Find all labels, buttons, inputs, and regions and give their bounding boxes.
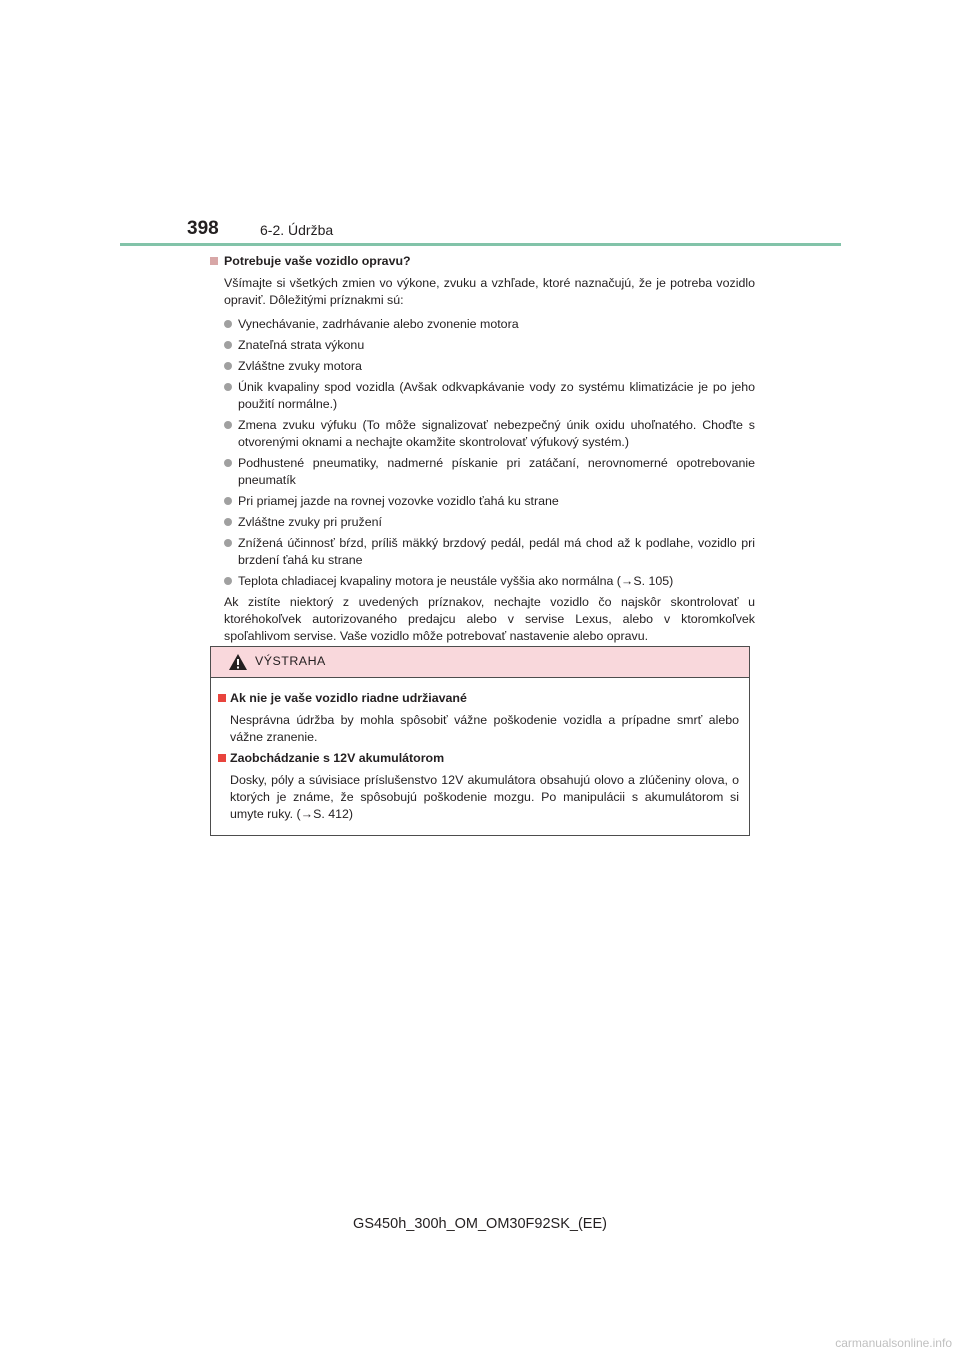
warning-box (210, 646, 750, 836)
outro-paragraph: Ak zistíte niektorý z uvedených príznakov, nechajte vozidlo čo najskôr skontrolovať u ktoréhokoľvek autorizovaného predajcu alebo v servise Lexus, alebo v ktoromkoľvek spoľahlivom servise. Vaše vozidlo môže potrebovať nastavenie alebo opravu. (224, 595, 755, 643)
list-item-text: Znížená účinnosť bŕzd, príliš mäkký brzdový pedál, pedál má chod až k podlahe, vozidlo pri brzdení ťahá ku strane (238, 536, 755, 567)
round-bullet-icon (224, 341, 232, 349)
square-bullet-icon (218, 694, 226, 702)
square-bullet-icon (210, 257, 218, 265)
list-item (224, 337, 755, 354)
page-number: 398 (187, 218, 219, 239)
list-item (224, 514, 755, 531)
warning-item (218, 690, 739, 746)
header-divider (120, 243, 841, 246)
list-item-text: Pri priamej jazde na rovnej vozovke vozidlo ťahá ku strane (238, 494, 559, 508)
round-bullet-icon (224, 383, 232, 391)
warning-item (218, 750, 739, 823)
warning-header (211, 647, 749, 678)
round-bullet-icon (224, 459, 232, 467)
warning-triangle-icon (228, 653, 248, 671)
round-bullet-icon (224, 497, 232, 505)
list-item-text: Zvláštne zvuky motora (238, 359, 362, 373)
round-bullet-icon (224, 320, 232, 328)
list-item-text: Podhustené pneumatiky, nadmerné pískanie pri zatáčaní, nerovnomerné opotrebovanie pneumatík (238, 456, 755, 487)
round-bullet-icon (224, 362, 232, 370)
list-item (224, 316, 755, 333)
list-item (224, 379, 755, 413)
round-bullet-icon (224, 518, 232, 526)
list-item (224, 358, 755, 375)
section-title: 6-2. Údržba (260, 222, 334, 238)
warning-item-heading-text: Zaobchádzanie s 12V akumulátorom (230, 751, 445, 765)
list-item (224, 535, 755, 569)
round-bullet-icon (224, 577, 232, 585)
list-item-text: Teplota chladiacej kvapaliny motora je neustále vyššia ako normálna (→S. 105) (238, 574, 674, 588)
section-heading-text: Potrebuje vaše vozidlo opravu? (224, 254, 411, 268)
warning-title: VÝSTRAHA (255, 654, 326, 668)
list-item-text: Zvláštne zvuky pri pružení (238, 515, 382, 529)
list-item (224, 417, 755, 451)
warning-item-text: Dosky, póly a súvisiace príslušenstvo 12V akumulátora obsahujú olovo a zlúčeniny olova, o ktorých je známe, že spôsobujú poškodenie mozgu. Po manipulácii s akumulátorom si umyte ruky. (→S. 412) (230, 773, 739, 821)
list-item-text: Vynechávanie, zadrhávanie alebo zvonenie motora (238, 317, 519, 331)
symptom-list (210, 316, 755, 590)
round-bullet-icon (224, 421, 232, 429)
watermark: carmanualsonline.info (835, 1336, 952, 1350)
warning-item-text: Nesprávna údržba by mohla spôsobiť vážne poškodenie vozidla a prípadne smrť alebo vážne zranenie. (230, 713, 739, 744)
list-item (224, 493, 755, 510)
round-bullet-icon (224, 539, 232, 547)
intro-paragraph: Všímajte si všetkých zmien vo výkone, zvuku a vzhľade, ktoré naznačujú, že je potreba vozidlo opraviť. Dôležitými príznakmi sú: (224, 276, 755, 307)
warning-body (211, 678, 749, 823)
footer-doc-id: GS450h_300h_OM_OM30F92SK_(EE) (353, 1216, 607, 1232)
section-heading (210, 253, 755, 270)
list-item (224, 455, 755, 489)
list-item (224, 573, 755, 590)
main-content (210, 253, 755, 645)
warning-item-heading-text: Ak nie je vaše vozidlo riadne udržiavané (230, 691, 467, 705)
list-item-text: Únik kvapaliny spod vozidla (Avšak odkvapkávanie vody zo systému klimatizácie je po jeho použití normálne.) (238, 380, 755, 411)
warning-item-heading (218, 690, 739, 707)
warning-item-heading (218, 750, 739, 767)
list-item-text: Zmena zvuku výfuku (To môže signalizovať nebezpečný únik oxidu uhoľnatého. Choďte s otvorenými oknami a nechajte okamžite skontrolovať výfukový systém.) (238, 418, 755, 449)
list-item-text: Znateľná strata výkonu (238, 338, 365, 352)
square-bullet-icon (218, 754, 226, 762)
